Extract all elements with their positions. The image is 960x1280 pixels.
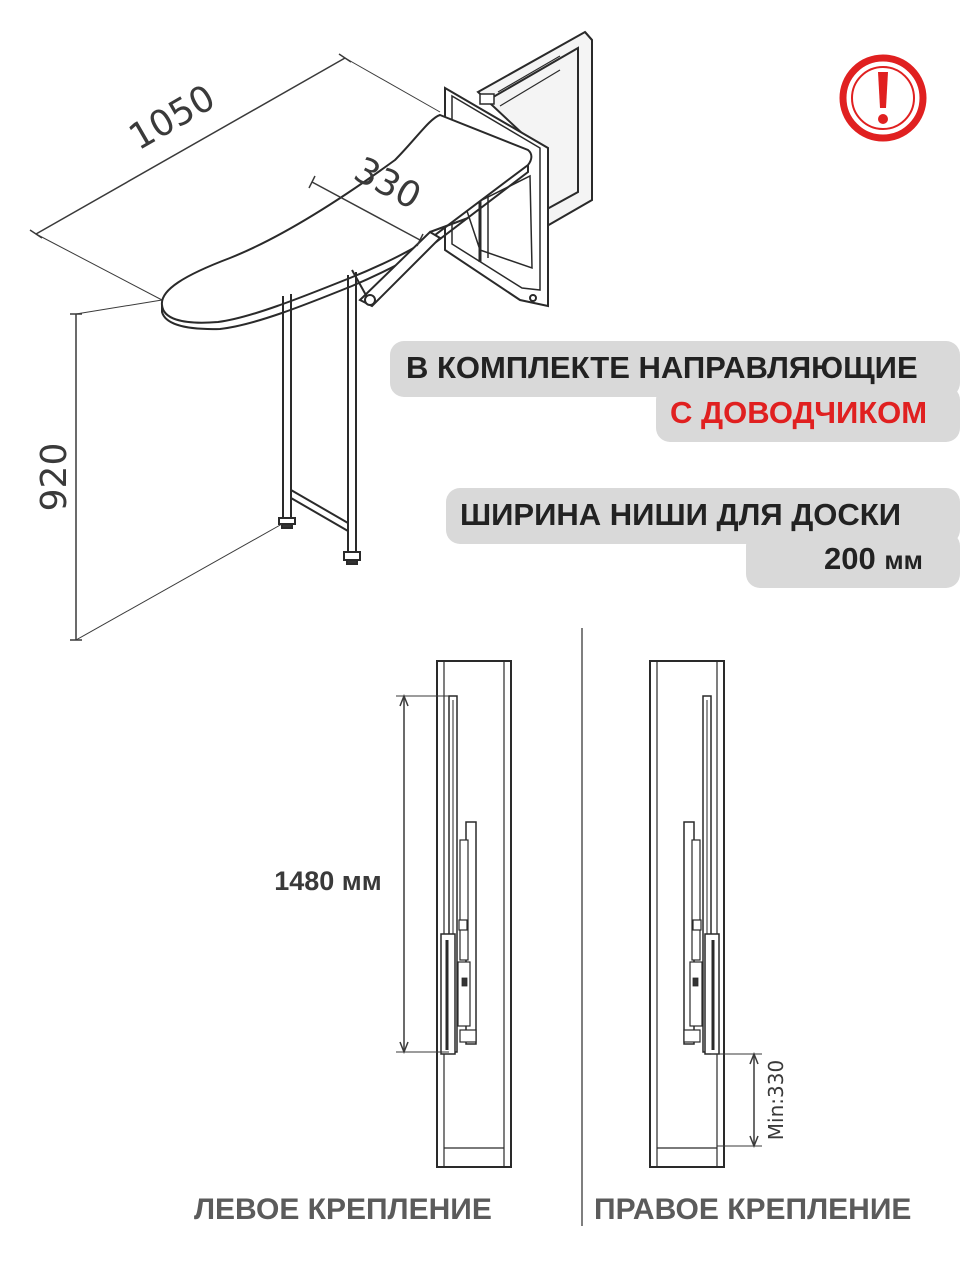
right-mount-caption: ПРАВОЕ КРЕПЛЕНИЕ bbox=[594, 1193, 912, 1226]
min-clearance-label: Min:330 bbox=[764, 1059, 788, 1141]
guide-length-label: 1480 мм bbox=[274, 866, 382, 896]
board-legs bbox=[279, 272, 360, 564]
dimension-lines bbox=[30, 54, 440, 640]
height-dim-label: 920 bbox=[34, 442, 75, 512]
feature-guides-text: В КОМПЛЕКТЕ НАПРАВЛЯЮЩИЕ bbox=[406, 350, 918, 385]
ironing-board-illustration bbox=[162, 32, 592, 564]
feature-closer-text: С ДОВОДЧИКОМ bbox=[670, 395, 928, 430]
width-dim-label: 330 bbox=[347, 149, 428, 219]
right-mount-diagram bbox=[650, 661, 724, 1167]
left-mount-caption: ЛЕВОЕ КРЕПЛЕНИЕ bbox=[194, 1193, 492, 1226]
left-mount-diagram bbox=[437, 661, 511, 1167]
niche-unit: мм bbox=[884, 545, 923, 575]
niche-width-text: ШИРИНА НИШИ ДЛЯ ДОСКИ bbox=[460, 497, 902, 532]
length-dim-label: 1050 bbox=[122, 77, 223, 159]
niche-value: 200 bbox=[824, 541, 876, 576]
niche-value-text bbox=[824, 541, 923, 577]
warning-icon bbox=[843, 58, 923, 138]
